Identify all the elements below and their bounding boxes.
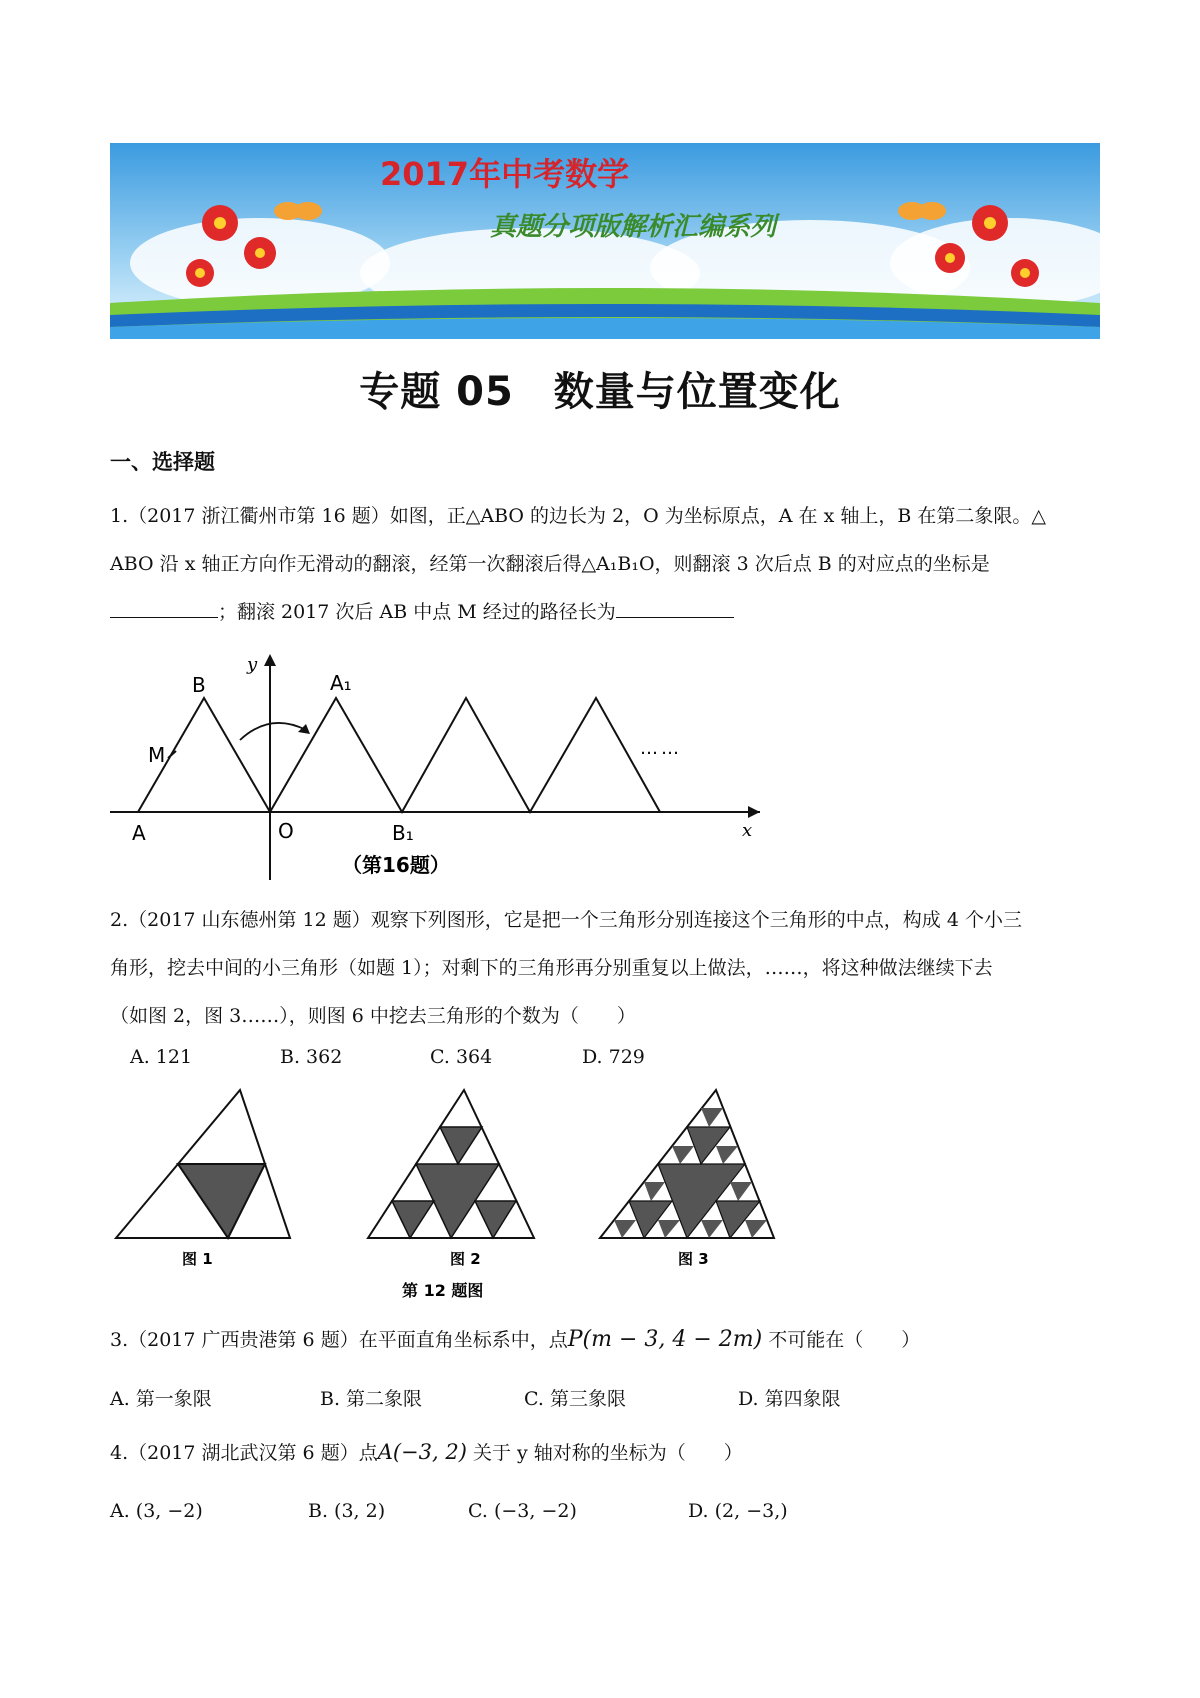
figure-3 bbox=[600, 1090, 774, 1238]
label-y: y bbox=[247, 654, 258, 675]
figure-1 bbox=[116, 1090, 290, 1238]
q1-line-3: ；翻滚 2017 次后 AB 中点 M 经过的路径长为 bbox=[218, 601, 616, 623]
answer-blank-1[interactable] bbox=[110, 593, 218, 618]
answer-blank-2[interactable] bbox=[616, 593, 734, 618]
q4-option-c[interactable]: C. (−3, −2) bbox=[468, 1500, 577, 1522]
q2-figure-caption: 第 12 题图 bbox=[402, 1281, 484, 1300]
q3-suffix: 不可能在（ ） bbox=[768, 1329, 921, 1351]
question-2 bbox=[110, 896, 1100, 1040]
question-1 bbox=[110, 492, 1100, 636]
q3-line bbox=[110, 1316, 1100, 1364]
q3-option-a[interactable]: A. 第一象限 bbox=[110, 1388, 212, 1410]
q2-line-1: 2.（2017 山东德州第 12 题）观察下列图形，它是把一个三角形分别连接这个三角形的中点，构成 4 个小三 bbox=[110, 909, 1022, 931]
q3-option-d[interactable]: D. 第四象限 bbox=[738, 1388, 841, 1410]
label-O: O bbox=[278, 819, 294, 843]
q2-option-b[interactable]: B. 362 bbox=[280, 1046, 343, 1068]
q1-line-2: ABO 沿 x 轴正方向作无滑动的翻滚，经第一次翻滚后得△A₁B₁O，则翻滚 3 次后点 B 的对应点的坐标是 bbox=[110, 553, 990, 575]
page-title-name: 数量与位置变化 bbox=[553, 369, 841, 415]
q2-option-c[interactable]: C. 364 bbox=[430, 1046, 493, 1068]
question-4 bbox=[110, 1428, 1100, 1477]
page-title-topic: 专题 05 bbox=[359, 369, 514, 415]
q4-prefix: 4.（2017 湖北武汉第 6 题）点 bbox=[110, 1442, 378, 1464]
q2-option-d[interactable]: D. 729 bbox=[582, 1046, 645, 1068]
label-M: M bbox=[148, 743, 166, 767]
q2-line-2: 角形，挖去中间的小三角形（如题 1）；对剩下的三角形再分别重复以上做法，……，将这种做法继续下去 bbox=[110, 957, 993, 979]
figure-2 bbox=[368, 1090, 534, 1238]
q3-option-b[interactable]: B. 第二象限 bbox=[320, 1388, 423, 1410]
header-banner bbox=[110, 143, 1100, 339]
q3-option-c[interactable]: C. 第三象限 bbox=[524, 1388, 626, 1410]
q4-point: A(−3, 2) bbox=[377, 1440, 467, 1464]
q1-figure-caption: （第16题） bbox=[342, 853, 450, 877]
figure-2-label: 图 2 bbox=[450, 1250, 481, 1268]
q1-figure bbox=[110, 650, 770, 894]
figure-3-label: 图 3 bbox=[678, 1250, 709, 1268]
label-A: A bbox=[132, 821, 146, 845]
q2-option-a[interactable]: A. 121 bbox=[130, 1046, 193, 1068]
label-A1: A₁ bbox=[330, 671, 352, 695]
section-heading: 一、选择题 bbox=[110, 450, 215, 474]
banner-subtitle: 真题分项版解析汇编系列 bbox=[490, 212, 777, 242]
q4-option-d[interactable]: D. (2, −3,) bbox=[688, 1500, 788, 1522]
page-title bbox=[0, 360, 1200, 417]
label-B: B bbox=[192, 673, 206, 697]
question-3 bbox=[110, 1316, 1100, 1364]
label-dots: …… bbox=[640, 738, 682, 759]
q4-line bbox=[110, 1428, 1100, 1477]
q4-option-a[interactable]: A. (3, −2) bbox=[110, 1500, 203, 1522]
figure-1-label: 图 1 bbox=[182, 1250, 213, 1268]
q3-point: P(m − 3, 4 − 2m) bbox=[567, 1327, 763, 1352]
q2-line-3: （如图 2，图 3……），则图 6 中挖去三角形的个数为（ ） bbox=[110, 1005, 636, 1027]
label-B1: B₁ bbox=[392, 821, 414, 845]
q1-line-3-wrap bbox=[110, 588, 1100, 636]
q1-line-1: 1.（2017 浙江衢州市第 16 题）如图，正△ABO 的边长为 2，O 为坐标原点，A 在 x 轴上，B 在第二象限。△ bbox=[110, 505, 1046, 527]
banner-title: 2017年中考数学 bbox=[380, 155, 630, 193]
label-x: x bbox=[742, 820, 753, 841]
q3-prefix: 3.（2017 广西贵港第 6 题）在平面直角坐标系中，点 bbox=[110, 1329, 568, 1351]
q4-option-b[interactable]: B. (3, 2) bbox=[308, 1500, 386, 1522]
q4-suffix: 关于 y 轴对称的坐标为（ ） bbox=[472, 1442, 743, 1464]
q2-figures bbox=[110, 1086, 790, 1310]
